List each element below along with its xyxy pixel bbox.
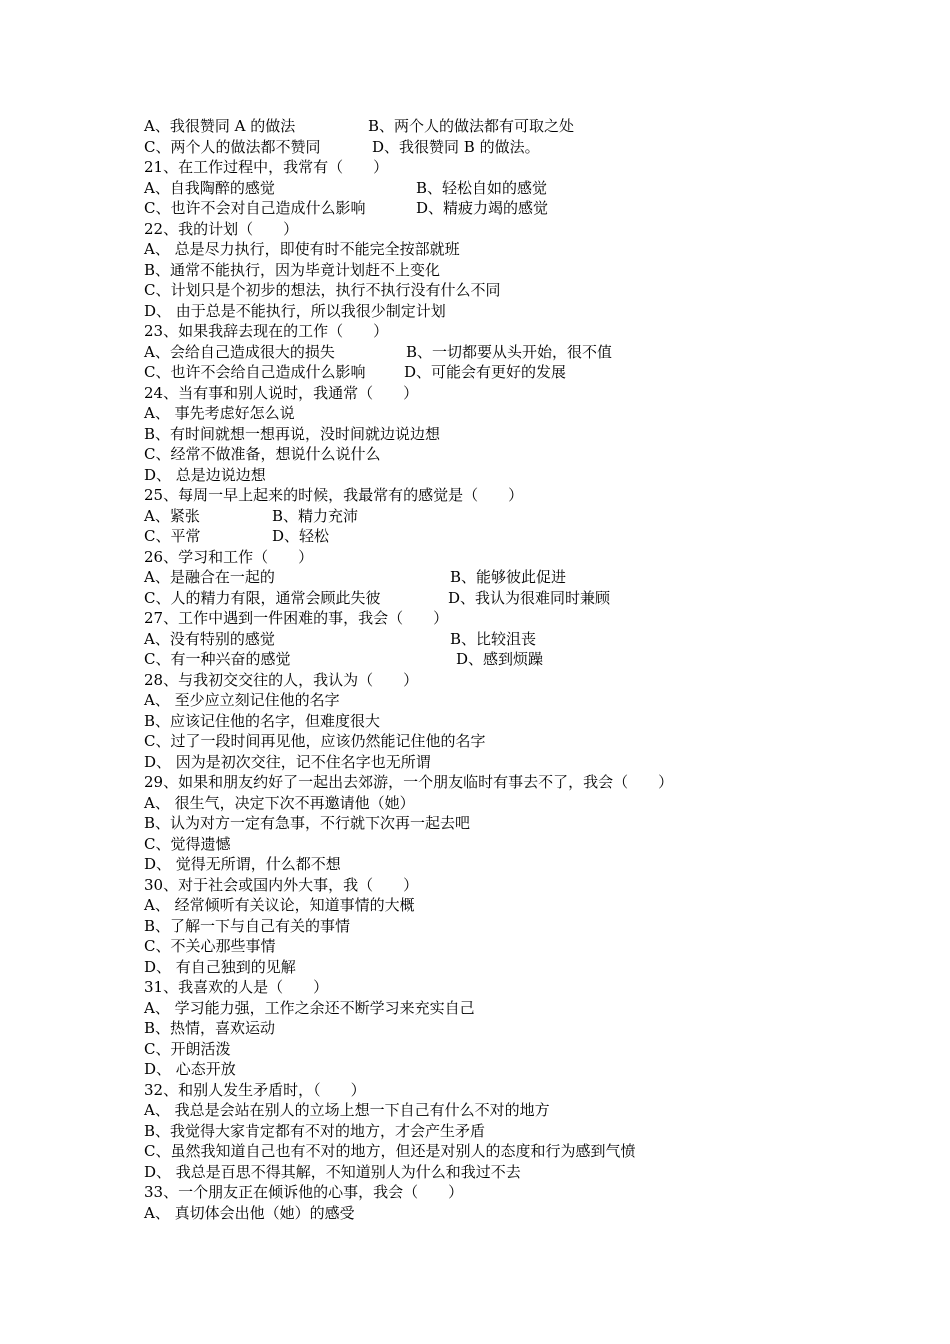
line-text-primary: C、计划只是个初步的想法，执行不执行没有什么不同 [144, 281, 501, 299]
line-text-primary: C、经常不做准备，想说什么说什么 [144, 445, 381, 463]
line-text-primary: A、 很生气，决定下次不再邀请他（她） [144, 793, 415, 812]
text-line [144, 1203, 764, 1224]
line-text-secondary: D、可能会有更好的发展 [404, 363, 567, 381]
line-text-primary: 25、每周一早上起来的时候，我最常有的感觉是（ ） [144, 486, 524, 504]
line-text-primary: D、 因为是初次交往，记不住名字也无所谓 [144, 752, 431, 771]
line-text-secondary: B、能够彼此促进 [450, 568, 567, 586]
line-text-primary: D、 觉得无所谓，什么都不想 [144, 855, 341, 873]
text-line [144, 977, 764, 998]
line-text-primary: 24、当有事和别人说时，我通常（ ） [144, 383, 419, 402]
line-text-secondary: B、比较沮丧 [450, 629, 537, 648]
line-text-primary: B、应该记住他的名字，但难度很大 [144, 711, 381, 730]
line-text-primary: C、人的精力有限，通常会顾此失彼 [144, 588, 381, 607]
text-line [144, 116, 764, 137]
line-text-primary: 32、和别人发生矛盾时，（ ） [144, 1080, 366, 1099]
line-text-primary: C、开朗活泼 [144, 1039, 231, 1058]
text-line [144, 280, 764, 301]
text-line [144, 485, 764, 506]
text-line [144, 239, 764, 260]
questionnaire-text [144, 116, 764, 1223]
text-line [144, 649, 764, 670]
text-line [144, 957, 764, 978]
line-text-secondary: D、轻松 [272, 527, 330, 545]
text-line [144, 1182, 764, 1203]
line-text-primary: A、 我总是会站在别人的立场上想一下自己有什么不对的地方 [144, 1101, 550, 1119]
line-text-primary: A、 总是尽力执行，即使有时不能完全按部就班 [144, 240, 460, 258]
line-text-primary: C、平常 [144, 527, 201, 545]
text-line [144, 178, 764, 199]
line-text-primary: 30、对于社会或国内外大事，我（ ） [144, 875, 419, 894]
line-text-secondary: D、我很赞同 B 的做法。 [372, 137, 540, 156]
line-text-secondary: D、感到烦躁 [456, 650, 544, 668]
line-text-primary: C、也许不会给自己造成什么影响 [144, 363, 366, 381]
text-line [144, 588, 764, 609]
line-text-primary: C、虽然我知道自己也有不对的地方，但还是对别人的态度和行为感到气愤 [144, 1142, 636, 1160]
line-text-secondary: B、精力充沛 [272, 506, 359, 525]
line-text-primary: C、也许不会对自己造成什么影响 [144, 199, 366, 217]
text-line [144, 198, 764, 219]
text-line [144, 301, 764, 322]
line-text-primary: A、 真切体会出他（她）的感受 [144, 1203, 355, 1222]
line-text-primary: C、不关心那些事情 [144, 937, 276, 955]
text-line [144, 875, 764, 896]
line-text-primary: B、有时间就想一想再说，没时间就边说边想 [144, 424, 441, 443]
text-line [144, 526, 764, 547]
line-text-primary: C、觉得遗憾 [144, 834, 231, 853]
line-text-primary: B、热情，喜欢运动 [144, 1019, 276, 1037]
text-line [144, 629, 764, 650]
text-line [144, 813, 764, 834]
text-line [144, 342, 764, 363]
text-line [144, 1141, 764, 1162]
text-line [144, 854, 764, 875]
line-text-primary: 33、一个朋友正在倾诉他的心事，我会（ ） [144, 1183, 464, 1201]
text-line [144, 137, 764, 158]
text-line [144, 1100, 764, 1121]
line-text-primary: D、 心态开放 [144, 1060, 236, 1078]
line-text-primary: A、会给自己造成很大的损失 [144, 342, 335, 361]
line-text-primary: A、自我陶醉的感觉 [144, 178, 275, 197]
text-line [144, 936, 764, 957]
text-line [144, 260, 764, 281]
line-text-primary: 28、与我初交交往的人，我认为（ ） [144, 670, 419, 689]
line-text-primary: B、了解一下与自己有关的事情 [144, 916, 351, 935]
line-text-primary: 26、学习和工作（ ） [144, 547, 314, 566]
text-line [144, 895, 764, 916]
text-line [144, 711, 764, 732]
text-line [144, 506, 764, 527]
line-text-primary: D、 由于总是不能执行，所以我很少制定计划 [144, 301, 446, 320]
line-text-primary: A、 学习能力强，工作之余还不断学习来充实自己 [144, 998, 475, 1017]
text-line [144, 383, 764, 404]
text-line [144, 1018, 764, 1039]
text-line [144, 157, 764, 178]
text-line [144, 731, 764, 752]
text-line [144, 321, 764, 342]
line-text-primary: D、 有自己独到的见解 [144, 957, 296, 976]
text-line [144, 834, 764, 855]
text-line [144, 670, 764, 691]
line-text-primary: 22、我的计划（ ） [144, 219, 299, 238]
text-line [144, 916, 764, 937]
text-line [144, 444, 764, 465]
line-text-primary: 29、如果和朋友约好了一起出去郊游，一个朋友临时有事去不了，我会（ ） [144, 773, 674, 791]
text-line [144, 465, 764, 486]
line-text-primary: B、我觉得大家肯定都有不对的地方，才会产生矛盾 [144, 1121, 486, 1140]
line-text-primary: B、通常不能执行，因为毕竟计划赶不上变化 [144, 260, 441, 279]
line-text-primary: B、认为对方一定有急事，不行就下次再一起去吧 [144, 814, 471, 832]
line-text-primary: C、有一种兴奋的感觉 [144, 650, 291, 668]
line-text-secondary: D、我认为很难同时兼顾 [448, 588, 611, 607]
line-text-primary: 23、如果我辞去现在的工作（ ） [144, 322, 389, 340]
text-line [144, 362, 764, 383]
text-line [144, 219, 764, 240]
line-text-primary: A、我很赞同 A 的做法 [144, 117, 296, 135]
line-text-primary: C、两个人的做法都不赞同 [144, 137, 321, 156]
line-text-primary: 31、我喜欢的人是（ ） [144, 978, 329, 996]
text-line [144, 1162, 764, 1183]
line-text-primary: A、 事先考虑好怎么说 [144, 404, 295, 422]
text-line [144, 1039, 764, 1060]
text-line [144, 403, 764, 424]
text-line [144, 1059, 764, 1080]
text-line [144, 424, 764, 445]
line-text-primary: D、 我总是百思不得其解，不知道别人为什么和我过不去 [144, 1162, 521, 1181]
line-text-primary: A、没有特别的感觉 [144, 629, 275, 648]
line-text-secondary: B、两个人的做法都有可取之处 [368, 117, 575, 135]
line-text-secondary: D、精疲力竭的感觉 [416, 199, 549, 217]
text-line [144, 752, 764, 773]
text-line [144, 690, 764, 711]
text-line [144, 772, 764, 793]
text-line [144, 998, 764, 1019]
text-line [144, 547, 764, 568]
line-text-secondary: B、轻松自如的感觉 [416, 178, 548, 197]
text-line [144, 567, 764, 588]
line-text-primary: D、 总是边说边想 [144, 465, 266, 484]
line-text-primary: A、是融合在一起的 [144, 568, 275, 586]
line-text-primary: A、紧张 [144, 506, 200, 525]
text-line [144, 1121, 764, 1142]
text-line [144, 608, 764, 629]
text-line [144, 1080, 764, 1101]
line-text-primary: 27、工作中遇到一件困难的事，我会（ ） [144, 609, 449, 627]
line-text-primary: A、 经常倾听有关议论，知道事情的大概 [144, 896, 415, 914]
line-text-primary: 21、在工作过程中，我常有（ ） [144, 158, 389, 176]
line-text-primary: A、 至少应立刻记住他的名字 [144, 691, 340, 709]
text-line [144, 793, 764, 814]
line-text-secondary: B、一切都要从头开始，很不值 [406, 342, 613, 361]
line-text-primary: C、过了一段时间再见他，应该仍然能记住他的名字 [144, 732, 486, 750]
